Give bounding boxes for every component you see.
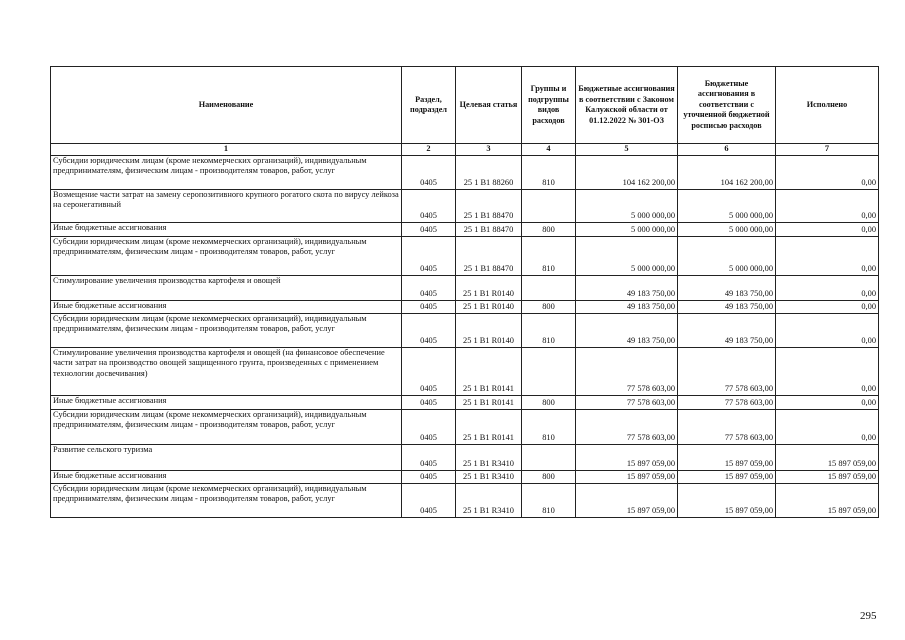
row-group: 800 (522, 395, 576, 409)
row-revised-amount: 5 000 000,00 (678, 189, 776, 222)
budget-table (50, 66, 879, 518)
row-section: 0405 (402, 189, 456, 222)
row-name: Иные бюджетные ассигнования (51, 222, 402, 236)
header-name: Наименование (51, 67, 402, 144)
row-name: Иные бюджетные ассигнования (51, 300, 402, 313)
row-name: Субсидии юридическим лицам (кроме некоммерческих организаций), индивидуальным предпринимателям, физическим лицам - производителям товаров, работ, услуг (51, 313, 402, 347)
row-section: 0405 (402, 470, 456, 483)
col-number: 4 (522, 144, 576, 156)
row-name: Возмещение части затрат на замену серопозитивного крупного рогатого скота по вирусу лейкоза на серонегативный (51, 189, 402, 222)
table-row (51, 395, 879, 409)
row-article: 25 1 B1 88470 (456, 236, 522, 275)
row-article: 25 1 B1 R0140 (456, 275, 522, 300)
row-article: 25 1 B1 88470 (456, 189, 522, 222)
header-revised: Бюджетные ассигнования в соответствии с уточненной бюджетной росписью расходов (678, 67, 776, 144)
row-law-amount: 5 000 000,00 (576, 236, 678, 275)
row-group: 800 (522, 470, 576, 483)
column-number-row (51, 144, 879, 156)
table-row (51, 313, 879, 347)
row-group (522, 275, 576, 300)
row-revised-amount: 77 578 603,00 (678, 395, 776, 409)
row-article: 25 1 B1 R3410 (456, 444, 522, 470)
row-name: Субсидии юридическим лицам (кроме некоммерческих организаций), индивидуальным предпринимателям, физическим лицам - производителям товаров, работ, услуг (51, 155, 402, 189)
col-number: 3 (456, 144, 522, 156)
row-revised-amount: 104 162 200,00 (678, 155, 776, 189)
row-done-amount: 0,00 (776, 395, 879, 409)
page-number: 295 (860, 610, 877, 622)
row-law-amount: 15 897 059,00 (576, 444, 678, 470)
row-section: 0405 (402, 275, 456, 300)
row-law-amount: 77 578 603,00 (576, 395, 678, 409)
row-revised-amount: 77 578 603,00 (678, 409, 776, 444)
row-done-amount: 0,00 (776, 300, 879, 313)
row-done-amount: 0,00 (776, 313, 879, 347)
row-article: 25 1 B1 88260 (456, 155, 522, 189)
row-name: Стимулирование увеличения производства картофеля и овощей (на финансовое обеспечение части затрат на производство овощей защищенного грунта, произведенных с применением технологии досвечивания) (51, 347, 402, 395)
row-law-amount: 77 578 603,00 (576, 409, 678, 444)
row-done-amount: 0,00 (776, 347, 879, 395)
row-done-amount: 15 897 059,00 (776, 483, 879, 517)
row-name: Субсидии юридическим лицам (кроме некоммерческих организаций), индивидуальным предпринимателям, физическим лицам - производителям товаров, работ, услуг (51, 409, 402, 444)
row-section: 0405 (402, 222, 456, 236)
table-row (51, 470, 879, 483)
row-group (522, 347, 576, 395)
table-row (51, 222, 879, 236)
row-done-amount: 15 897 059,00 (776, 470, 879, 483)
table-row (51, 483, 879, 517)
row-law-amount: 49 183 750,00 (576, 300, 678, 313)
row-group: 800 (522, 300, 576, 313)
table-row (51, 236, 879, 275)
row-group: 810 (522, 409, 576, 444)
row-revised-amount: 49 183 750,00 (678, 313, 776, 347)
row-revised-amount: 5 000 000,00 (678, 222, 776, 236)
row-group: 810 (522, 313, 576, 347)
row-group (522, 444, 576, 470)
row-section: 0405 (402, 395, 456, 409)
row-group: 810 (522, 236, 576, 275)
row-article: 25 1 B1 R3410 (456, 483, 522, 517)
row-article: 25 1 B1 R0140 (456, 313, 522, 347)
row-revised-amount: 15 897 059,00 (678, 470, 776, 483)
row-law-amount: 15 897 059,00 (576, 483, 678, 517)
table-row (51, 275, 879, 300)
header-done: Исполнено (776, 67, 879, 144)
table-row (51, 189, 879, 222)
row-group (522, 189, 576, 222)
row-done-amount: 0,00 (776, 409, 879, 444)
row-done-amount: 0,00 (776, 236, 879, 275)
header-section: Раздел, подраздел (402, 67, 456, 144)
row-section: 0405 (402, 444, 456, 470)
row-done-amount: 0,00 (776, 155, 879, 189)
row-section: 0405 (402, 483, 456, 517)
col-number: 7 (776, 144, 879, 156)
col-number: 5 (576, 144, 678, 156)
row-name: Развитие сельского туризма (51, 444, 402, 470)
row-article: 25 1 B1 88470 (456, 222, 522, 236)
row-section: 0405 (402, 313, 456, 347)
col-number: 1 (51, 144, 402, 156)
table-body (51, 155, 879, 517)
row-article: 25 1 B1 R0141 (456, 347, 522, 395)
table-row (51, 347, 879, 395)
row-law-amount: 49 183 750,00 (576, 275, 678, 300)
row-section: 0405 (402, 409, 456, 444)
row-revised-amount: 77 578 603,00 (678, 347, 776, 395)
header-article: Целевая статья (456, 67, 522, 144)
table-row (51, 409, 879, 444)
row-law-amount: 49 183 750,00 (576, 313, 678, 347)
table-row (51, 155, 879, 189)
row-article: 25 1 B1 R0140 (456, 300, 522, 313)
row-group: 800 (522, 222, 576, 236)
row-law-amount: 5 000 000,00 (576, 222, 678, 236)
header-law: Бюджетные ассигнования в соответствии с Законом Калужской области от 01.12.2022 № 301-ОЗ (576, 67, 678, 144)
row-group: 810 (522, 155, 576, 189)
row-section: 0405 (402, 155, 456, 189)
row-law-amount: 15 897 059,00 (576, 470, 678, 483)
row-group: 810 (522, 483, 576, 517)
col-number: 6 (678, 144, 776, 156)
row-law-amount: 77 578 603,00 (576, 347, 678, 395)
table-header-row (51, 67, 879, 144)
row-name: Иные бюджетные ассигнования (51, 395, 402, 409)
row-revised-amount: 15 897 059,00 (678, 483, 776, 517)
row-done-amount: 0,00 (776, 222, 879, 236)
row-law-amount: 104 162 200,00 (576, 155, 678, 189)
row-revised-amount: 5 000 000,00 (678, 236, 776, 275)
row-name: Стимулирование увеличения производства картофеля и овощей (51, 275, 402, 300)
row-revised-amount: 15 897 059,00 (678, 444, 776, 470)
table-row (51, 444, 879, 470)
header-group: Группы и подгруппы видов расходов (522, 67, 576, 144)
row-article: 25 1 B1 R0141 (456, 409, 522, 444)
row-name: Субсидии юридическим лицам (кроме некоммерческих организаций), индивидуальным предпринимателям, физическим лицам - производителям товаров, работ, услуг (51, 483, 402, 517)
row-article: 25 1 B1 R3410 (456, 470, 522, 483)
row-name: Субсидии юридическим лицам (кроме некоммерческих организаций), индивидуальным предпринимателям, физическим лицам - производителям товаров, работ, услуг (51, 236, 402, 275)
row-article: 25 1 B1 R0141 (456, 395, 522, 409)
row-section: 0405 (402, 347, 456, 395)
row-done-amount: 0,00 (776, 189, 879, 222)
row-done-amount: 15 897 059,00 (776, 444, 879, 470)
row-revised-amount: 49 183 750,00 (678, 275, 776, 300)
row-section: 0405 (402, 236, 456, 275)
table-row (51, 300, 879, 313)
row-law-amount: 5 000 000,00 (576, 189, 678, 222)
row-done-amount: 0,00 (776, 275, 879, 300)
col-number: 2 (402, 144, 456, 156)
row-section: 0405 (402, 300, 456, 313)
row-name: Иные бюджетные ассигнования (51, 470, 402, 483)
row-revised-amount: 49 183 750,00 (678, 300, 776, 313)
